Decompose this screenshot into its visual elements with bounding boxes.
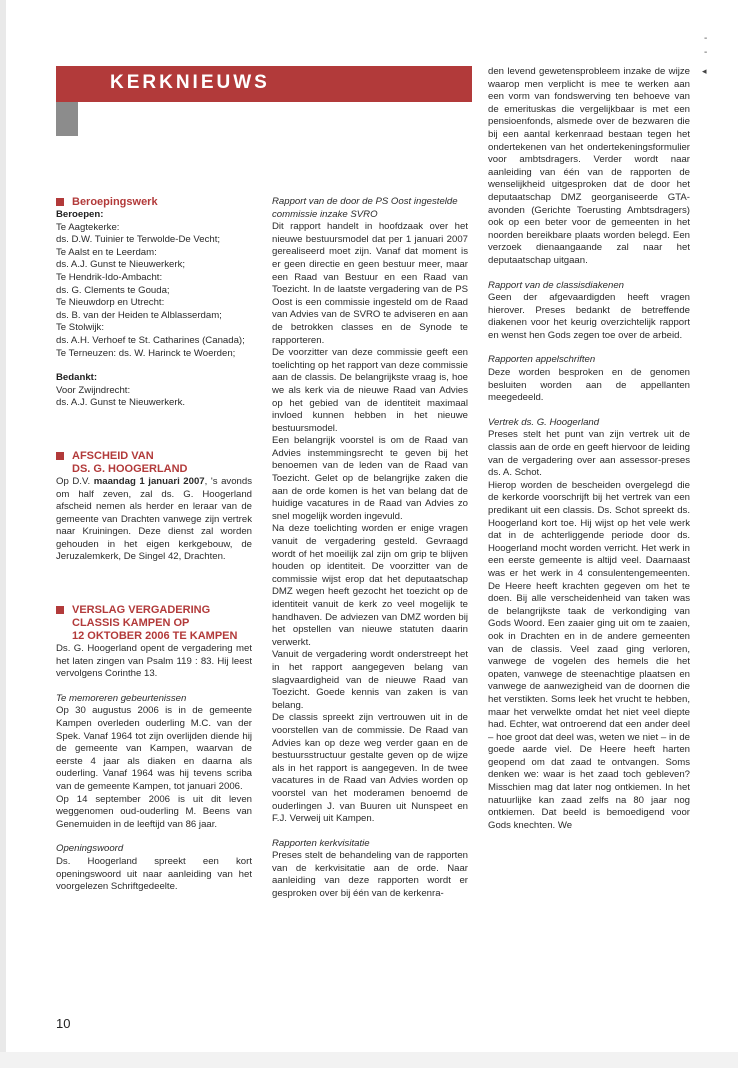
beroep-line: Te Aalst en te Leerdam: (56, 246, 157, 258)
memoreren-paragraph: Op 30 augustus 2006 is in de gemeente Kampen overleden ouderling M.C. van der Spek. Vanaf 1964 tot zijn overlijden diende hij de gemeente van Kampen, waarvan de eerste 4 jaar als diaken en daarna als ouderling. Vanaf 1964 was hij tevens scriba van de gemeente Kampen, tot januari 2006. (56, 705, 252, 792)
beroep-line: ds. A.J. Gunst te Nieuwerkerk; (56, 259, 186, 271)
header-grey-block (56, 102, 78, 136)
bedankt-label: Bedankt: (56, 372, 98, 384)
date-bold: maandag 1 januari 2007 (93, 475, 205, 487)
beroep-line: Te Terneuzen: ds. W. Harinck te Woerden; (56, 347, 236, 359)
vertrek-paragraph: Hierop worden de bescheiden overgelegd die de kerkorde voorschrijft bij het vertrek van een predikant uit een classis. Ds. Schot spreekt ds. Hoogerland kort toe. Hij wijst op het vele werk dat in de achterliggende periode door ds. Hoogerland mocht worden verricht. Het werk in een eerste gemeente is altijd veel. Daarnaast was er het werk in 4 consulentengemeenten. De Heere heeft krachten gegeven om het te doen. Bij alle verscheidenheid van taken was de belangrijkste taak de verkondiging van Gods Woord. Een zaaier ging uit om te zaaien, ook in Drachten en in de andere gemeenten van de classis. Veel zaad ging verloren, vanwege de vogelen des hemels die het opaten, vanwege de steenachtige plaatsen en vanwege de aanwezigheid van de doornen die het verstikten. Soms leek het vrucht te hebben, maar het verwelkte omdat het niet veel diepte had. Echter, wat ontroerend dat een ander deel – hoe groot dat deel was, weten we niet – in de goede aarde viel. De Heere heeft harten geopend om dat zaad te ontvangen. Soms denken we: waar is het zaad toch gebleven? Misschien mag dat later nog ontkiemen. In het natuurlijke kan zaad zelfs na 80 jaar nog ontkiemen. Dat beeld is bemoedigend voor Gods knechten. We (488, 479, 690, 831)
svro-paragraph: Een belangrijk voorstel is om de Raad van Advies instemmingsrecht te geven bij het benoemen van de leden van de Raad van Toezicht. Gelet op de belangrijke zaken die aan de orde komen is het van belang dat de huidige vacatures in de Raad van Advies zo snel mogelijk worden ingevuld. (272, 435, 468, 522)
heading-line: DS. G. HOOGERLAND (72, 462, 188, 475)
column-2 (272, 196, 468, 901)
subheading-appelschriften: Rapporten appelschriften (488, 354, 596, 366)
column-1 (56, 196, 252, 894)
subheading-kerkvisitatie: Rapporten kerkvisitatie (272, 837, 370, 849)
svro-paragraph: Dit rapport handelt in hoofdzaak over het nieuwe bestuursmodel dat per 1 januari 2007 gerealiseerd moet zijn. Vanaf dat moment is er geen directie en geen bestuur meer, maar een Raad van Bestuur en een Raad van Toezicht. In de laatste vergadering van de PS Oost is een commissie ingesteld om de Raad van Advies van de SVRO te adviseren en aan de betrokken classes en de Synode te rapporteren. (272, 221, 468, 346)
beroep-line: Te Hendrik-Ido-Ambacht: (56, 271, 163, 283)
memoreren-paragraph: Op 14 september 2006 is uit dit leven weggenomen oud-ouderling M. Beens van Genemuiden in de leeftijd van 86 jaar. (56, 793, 252, 830)
text-run: , 's avonds om half zeven, zal ds. G. Hoogerland afscheid nemen als herder en leraar van de gemeente van Drachten vanwege zijn vertrek naar Kruiningen. Deze dienst zal worden gehouden in het eigen kerkgebouw, de Jeruzalemkerk, De Singel 42, Drachten. (56, 475, 253, 563)
bedankt-line: ds. A.J. Gunst te Nieuwerkerk. (56, 397, 186, 409)
page-title: KERKNIEUWS (110, 72, 270, 93)
openingswoord-paragraph: Ds. Hoogerland spreekt een kort openingswoord uit naar aanleiding van het voorgelezen Schriftgedeelte. (56, 855, 252, 893)
margin-arrow: ◂ (702, 66, 707, 76)
beroep-line: ds. G. Clements te Gouda; (56, 284, 170, 296)
beroep-line: Te Nieuwdorp en Utrecht: (56, 297, 165, 309)
beroep-line: Te Stolwijk: (56, 322, 104, 334)
section-heading-afscheid (56, 450, 252, 476)
subheading-rapport-svro: Rapport van de door de PS Oost ingestelde commissie inzake SVRO (272, 196, 458, 220)
text-run: Op D.V. (56, 475, 94, 487)
beroep-line: ds. D.W. Tuinier te Terwolde-De Vecht; (56, 234, 221, 246)
beroep-line: ds. B. van der Heiden te Alblasserdam; (56, 309, 222, 321)
afscheid-paragraph (56, 476, 252, 564)
heading-line: AFSCHEID VAN (72, 449, 154, 462)
kerkvisitatie-continued: den levend gewetensprobleem inzake de wijze waarop men verplicht is mee te werken aan een vorm van fondswerving ten behoeve van de emerituskas die vergelijkbaar is met een pensioenfonds, alsmede over de bezwaren die bij een aantal kerkenraad bestaan tegen het ondertekenen van het ondertekeningsformulier voor ambtsdragers. Verder wordt naar aanleiding van één van de rapporten de wenselijkheid uitgesproken dat de door het deputaatschap DMZ georganiseerde GTA-avonden (Gerichte Toerusting Ambtsdragers) ook op een beter voor de gemeenten in het noorden bereikbare plaats worden belegd. Een verzoek dienaangaande zal naar het deputaatschap uitgaan. (488, 66, 690, 266)
page-number: 10 (56, 1016, 71, 1031)
margin-mark: - (704, 47, 708, 58)
section-heading-beroepingswerk: Beroepingswerk (56, 196, 252, 209)
diakenen-paragraph: Geen der afgevaardigden heeft vragen hierover. Preses bedankt de betreffende diakenen voor het keurig overzichtelijk rapport en wenst hen Gods zegen toe over de arbeid. (488, 292, 690, 341)
subheading-memoreren: Te memoreren gebeurtenissen (56, 692, 187, 704)
svro-paragraph: Na deze toelichting worden er enige vragen vanuit de vergadering gesteld. Gevraagd wordt of het moeilijk zal zijn om grip te blijven houden op identiteit. De voorzitter van de commissie wijst erop dat het deputaatschap DMZ wegen heeft gezocht het toezicht op de identiteit vanuit de kerk zo veel mogelijk te handhaven. De adviezen van DMZ worden bij het opstellen van nieuwe statuten daarin verwerkt. (272, 523, 468, 648)
kerkvisitatie-paragraph: Preses stelt de behandeling van de rapporten van de kerkvisitatie aan de orde. Naar aanleiding van deze rapporten wordt er gesproken over bij één van de kerkenra- (272, 850, 468, 900)
beroep-line: ds. A.H. Verhoef te St. Catharines (Canada); (56, 334, 245, 346)
heading-line: 12 OKTOBER 2006 TE KAMPEN (72, 630, 238, 643)
heading-line: CLASSIS KAMPEN OP (72, 617, 190, 630)
margin-marks (704, 32, 707, 60)
vertrek-paragraph: Preses stelt het punt van zijn vertrek uit de classis aan de orde en geeft hiervoor de leiding van de vergadering over aan assessor-preses ds. A. Schot. (488, 429, 690, 479)
svro-paragraph: Vanuit de vergadering wordt onderstreept het in het rapport aangegeven belang van slagvaardigheid van de nieuwe Raad van Toezicht. Goede kennis van zaken is van belang. (272, 649, 468, 711)
bedankt-line: Voor Zwijndrecht: (56, 384, 131, 396)
appel-paragraph: Deze worden besproken en de genomen besluiten worden aan de appellanten meegedeeld. (488, 367, 690, 404)
beroepen-label: Beroepen: (56, 209, 104, 220)
subheading-classisdiakenen: Rapport van de classisdiakenen (488, 279, 624, 291)
subheading-openingswoord: Openingswoord (56, 843, 124, 855)
margin-mark: - (704, 33, 708, 44)
svro-paragraph: De classis spreekt zijn vertrouwen uit in de voorstellen van de commissie. De Raad van Advies kan op deze weg verder gaan en de bestuursstructuur gestalte geven op de wijze als in het rapport is aangegeven. In de twee vacatures in de Raad van Advies worden op voorstel van het moderamen benoemd de ouderlingen J. van Buuren uit Nunspeet en F.J. Verweij uit Kampen. (272, 712, 468, 825)
svro-paragraph: De voorzitter van deze commissie geeft een toelichting op het rapport van deze commissie aan de classis. De belangrijkste vraag is, hoe we als kerk via de nieuwe Raad van Advies op het gebied van de identiteit maximaal invloed kunnen hebben in het nieuwe bestuursmodel. (272, 347, 468, 434)
verslag-intro: Ds. G. Hoogerland opent de vergadering met het laten zingen van Psalm 119 : 83. Hij leest vervolgens Corinthe 13. (56, 643, 252, 680)
section-heading-verslag (56, 604, 252, 643)
subheading-vertrek: Vertrek ds. G. Hoogerland (488, 416, 600, 428)
page-left-edge (0, 0, 6, 1068)
beroep-line: Te Aagtekerke: (56, 221, 120, 233)
column-3 (488, 66, 690, 832)
heading-line: VERSLAG VERGADERING (72, 604, 211, 617)
page-bottom-edge (0, 1052, 738, 1068)
